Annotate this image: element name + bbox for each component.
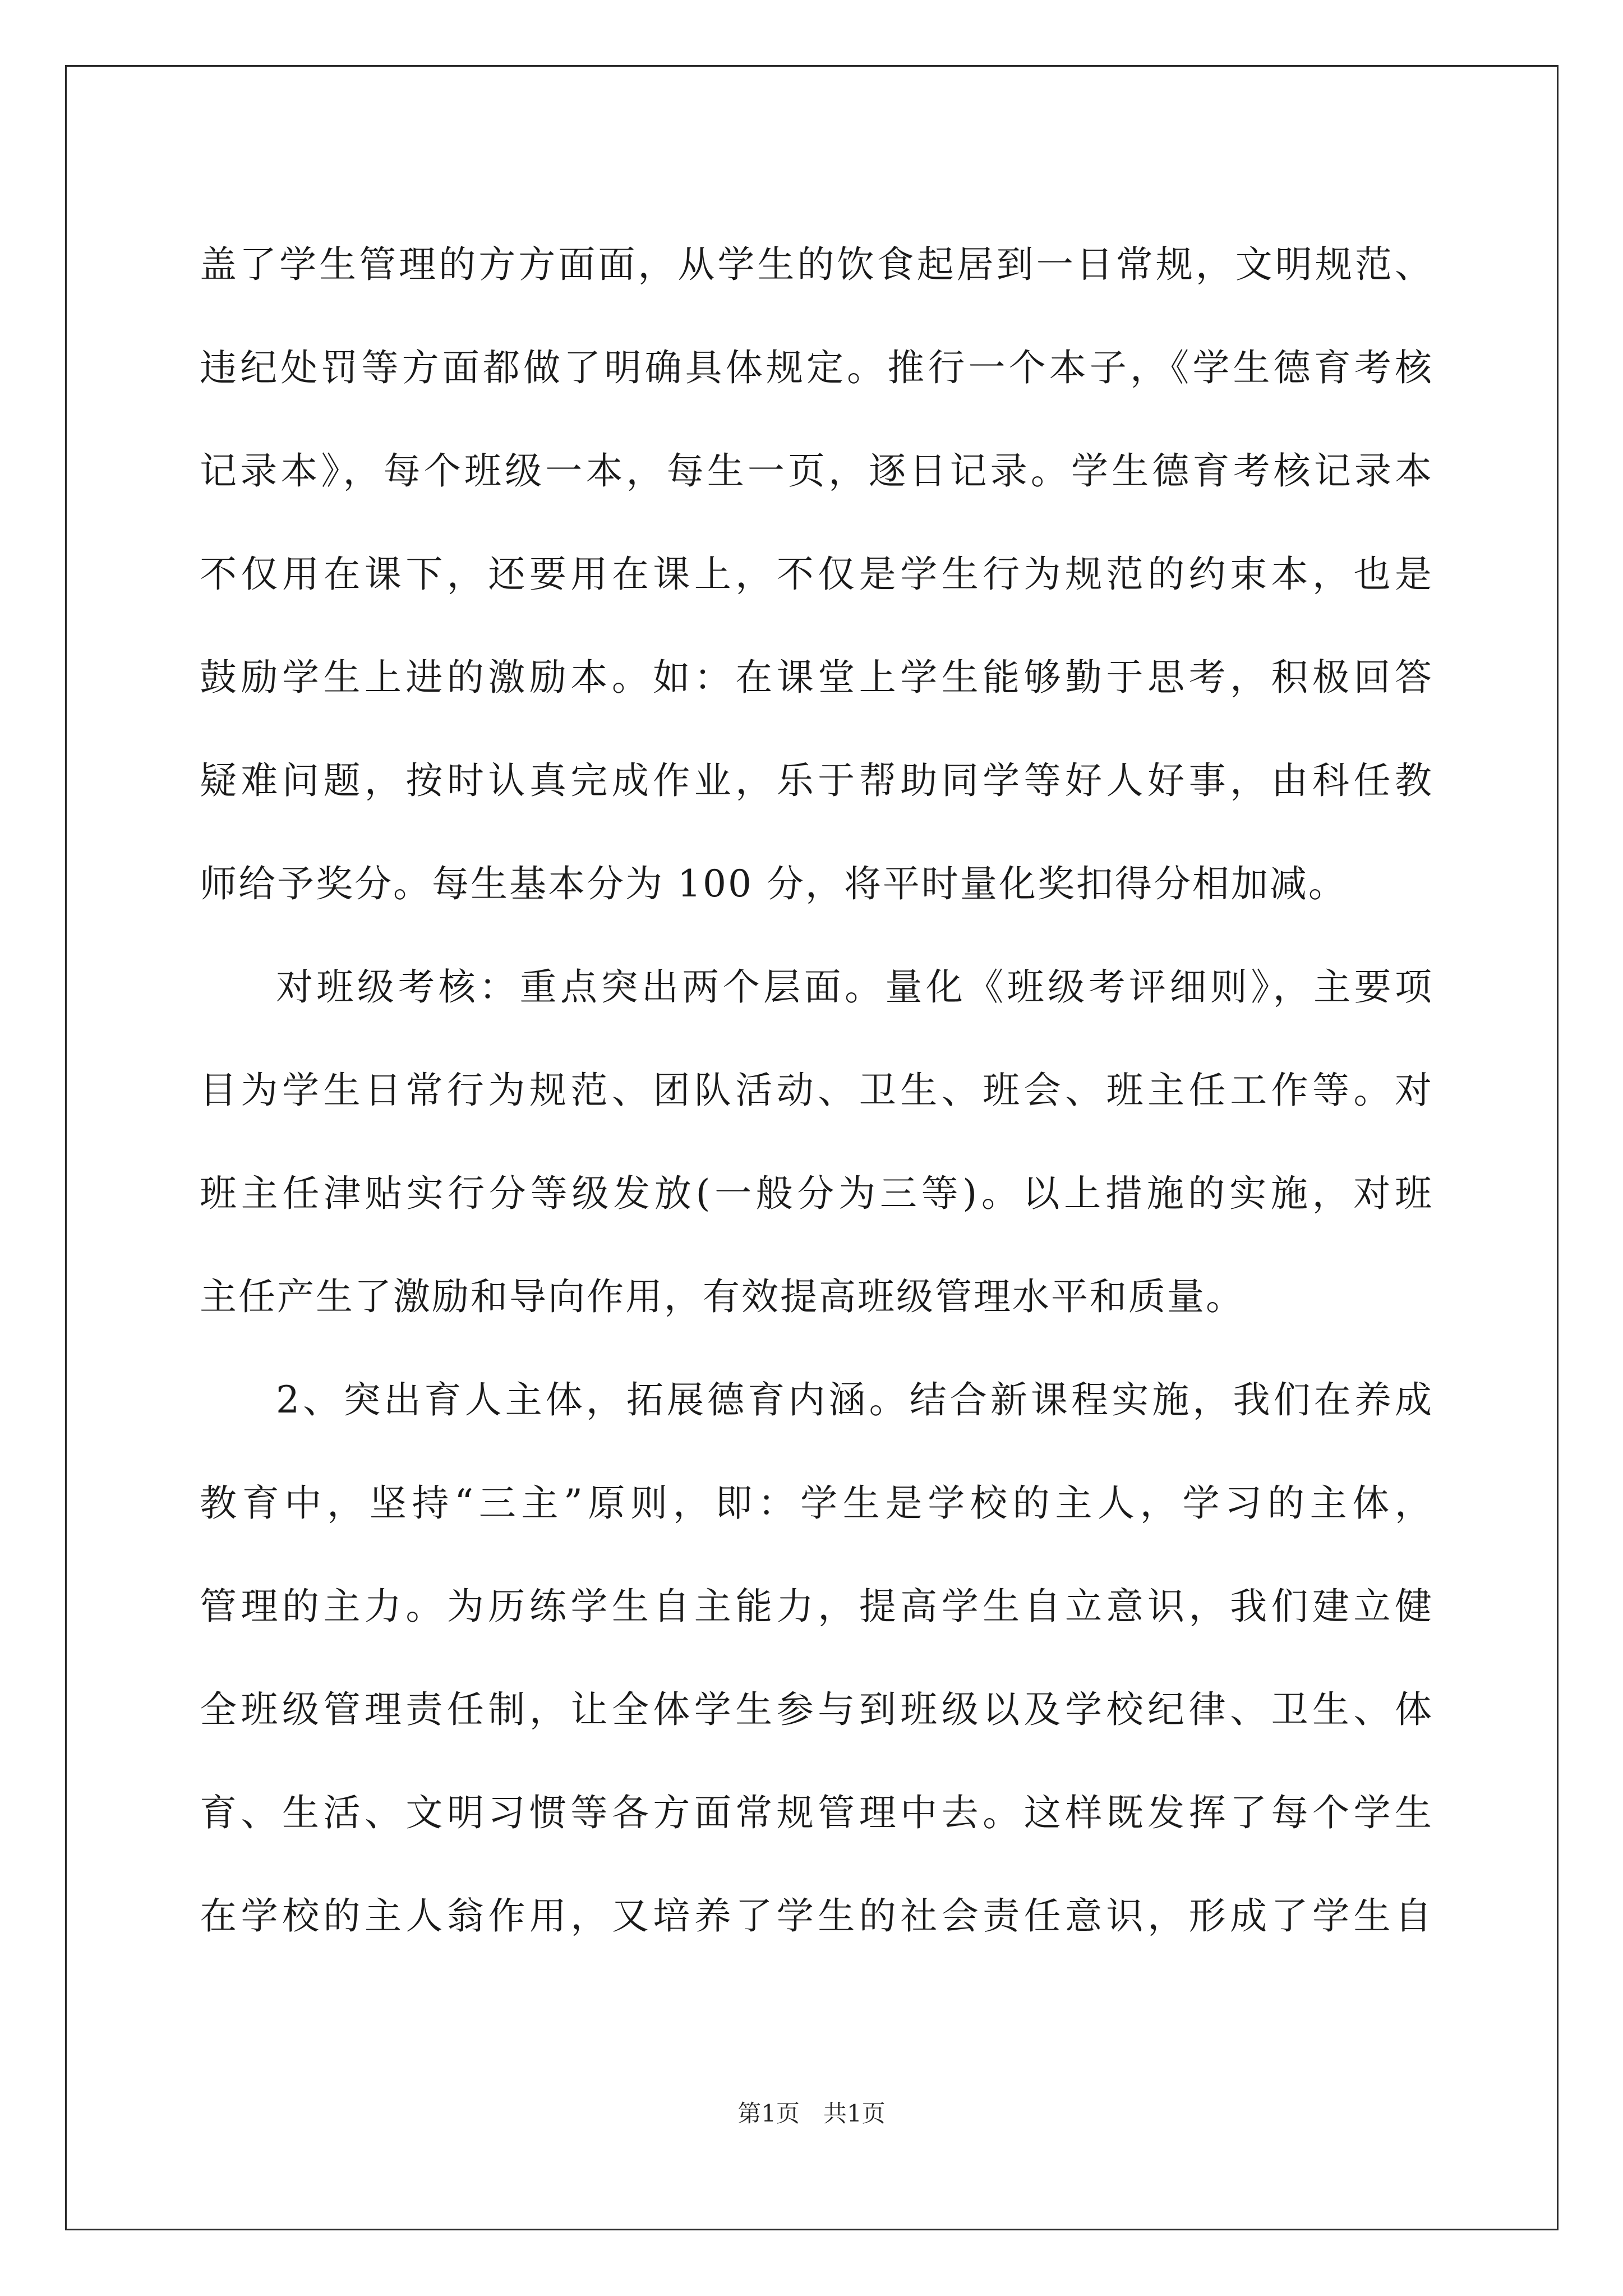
text-line: 记录本》，每个班级一本，每生一页，逐日记录。学生德育考核记录本 (200, 449, 1433, 493)
text-line: 鼓励学生上进的激励本。如：在课堂上学生能够勤于思考，积极回答 (200, 656, 1433, 699)
text-line: 对班级考核：重点突出两个层面。量化《班级考评细则》，主要项 (276, 965, 1433, 1009)
text-line: 2、突出育人主体，拓展德育内涵。结合新课程实施，我们在养成 (276, 1378, 1433, 1421)
text-line: 违纪处罚等方面都做了明确具体规定。推行一个本子，《学生德育考核 (200, 346, 1433, 389)
text-line: 教育中，坚持“三主”原则，即：学生是学校的主人，学习的主体， (200, 1481, 1433, 1525)
document-body (200, 213, 1433, 1968)
text-line: 主任产生了激励和导向作用，有效提高班级管理水平和质量。 (200, 1275, 1244, 1318)
text-line: 在学校的主人翁作用，又培养了学生的社会责任意识，形成了学生自 (200, 1894, 1433, 1938)
text-line: 不仅用在课下，还要用在课上，不仅是学生行为规范的约束本，也是 (200, 553, 1433, 596)
text-line: 全班级管理责任制，让全体学生参与到班级以及学校纪律、卫生、体 (200, 1688, 1433, 1731)
text-line: 师给予奖分。每生基本分为 100 分，将平时量化奖扣得分相加减。 (200, 862, 1347, 905)
page-number: 第1页 共1页 (737, 2100, 886, 2127)
text-line: 育、生活、文明习惯等各方面常规管理中去。这样既发挥了每个学生 (200, 1791, 1433, 1834)
text-line: 管理的主力。为历练学生自主能力，提高学生自立意识，我们建立健 (200, 1585, 1433, 1628)
text-line: 盖了学生管理的方方面面，从学生的饮食起居到一日常规，文明规范、 (200, 243, 1433, 286)
text-line: 目为学生日常行为规范、团队活动、卫生、班会、班主任工作等。对 (200, 1069, 1433, 1112)
text-line: 班主任津贴实行分等级发放(一般分为三等)。以上措施的实施，对班 (200, 1172, 1433, 1215)
text-line: 疑难问题，按时认真完成作业，乐于帮助同学等好人好事，由科任教 (200, 759, 1433, 802)
